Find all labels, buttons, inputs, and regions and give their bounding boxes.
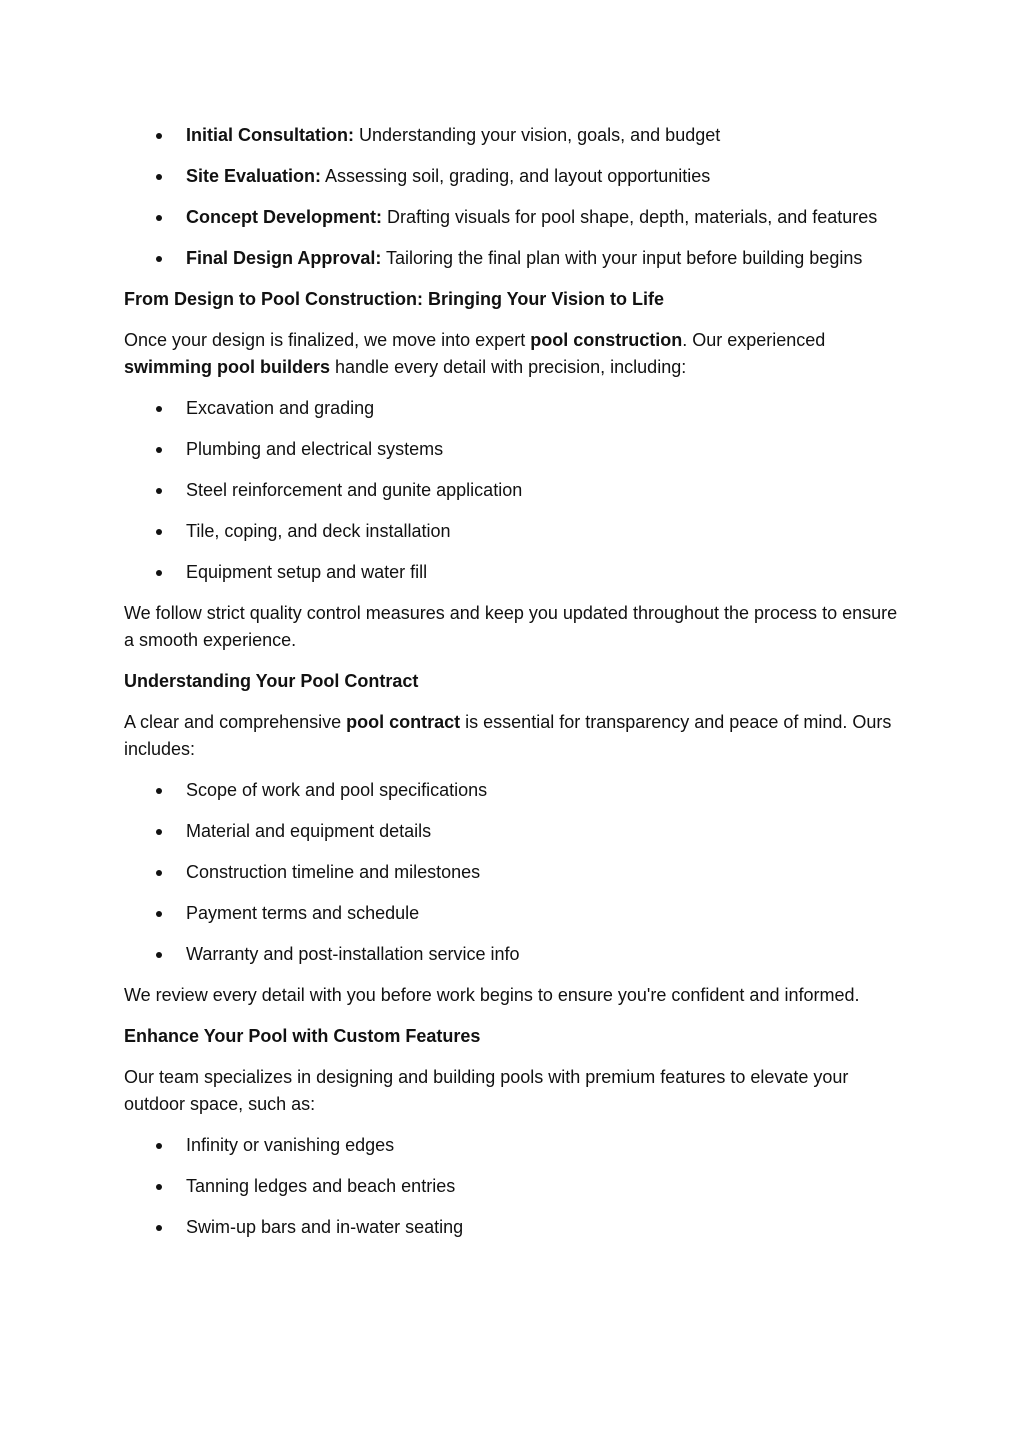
construction-intro-text: handle every detail with precision, including: <box>330 357 687 377</box>
construction-intro <box>124 327 904 381</box>
builders-keyword: swimming pool builders <box>124 357 331 377</box>
list-item <box>124 163 904 190</box>
list-item <box>124 477 904 504</box>
list-item-text: Tanning ledges and beach entries <box>186 1176 456 1196</box>
bullet-icon <box>156 870 162 876</box>
list-item <box>124 1214 904 1241</box>
list-item <box>124 818 904 845</box>
list-item <box>124 1173 904 1200</box>
bullet-icon <box>156 406 162 412</box>
construction-closing: We follow strict quality control measures and keep you updated throughout the process to ensure a smooth experience. <box>124 603 898 650</box>
list-item-text: Excavation and grading <box>186 398 375 418</box>
contract-list <box>124 777 904 968</box>
features-heading: Enhance Your Pool with Custom Features <box>124 1026 481 1046</box>
bullet-icon <box>156 911 162 917</box>
list-item-text: Tailoring the final plan with your input before building begins <box>381 248 863 268</box>
construction-keyword: pool construction <box>530 330 683 350</box>
bullet-icon <box>156 1184 162 1190</box>
list-item-term: Initial Consultation: <box>186 125 354 145</box>
list-item <box>124 204 904 231</box>
list-item <box>124 900 904 927</box>
bullet-icon <box>156 447 162 453</box>
contract-keyword: pool contract <box>346 712 461 732</box>
bullet-icon <box>156 952 162 958</box>
bullet-icon <box>156 1143 162 1149</box>
list-item-text: Steel reinforcement and gunite application <box>186 480 523 500</box>
list-item-text: Understanding your vision, goals, and budget <box>354 125 721 145</box>
list-item-text: Assessing soil, grading, and layout opportunities <box>321 166 711 186</box>
list-item-text: Plumbing and electrical systems <box>186 439 444 459</box>
bullet-icon <box>156 215 162 221</box>
list-item <box>124 941 904 968</box>
bullet-icon <box>156 529 162 535</box>
list-item-term: Concept Development: <box>186 207 383 227</box>
list-item-term: Final Design Approval: <box>186 248 382 268</box>
list-item <box>124 859 904 886</box>
list-item-text: Material and equipment details <box>186 821 432 841</box>
bullet-icon <box>156 488 162 494</box>
contract-heading: Understanding Your Pool Contract <box>124 671 419 691</box>
list-item <box>124 395 904 422</box>
design-steps-list <box>124 122 904 272</box>
list-item-text: Warranty and post-installation service info <box>186 944 520 964</box>
contract-intro-text: A clear and comprehensive <box>124 712 347 732</box>
list-item <box>124 518 904 545</box>
list-item-text: Infinity or vanishing edges <box>186 1135 395 1155</box>
bullet-icon <box>156 1225 162 1231</box>
list-item-term: Site Evaluation: <box>186 166 322 186</box>
bullet-icon <box>156 256 162 262</box>
bullet-icon <box>156 788 162 794</box>
list-item-text: Construction timeline and milestones <box>186 862 481 882</box>
contract-intro-text: is essential for transparency and peace of mind. Ours includes: <box>124 712 892 759</box>
construction-heading: From Design to Pool Construction: Bringing Your Vision to Life <box>124 289 664 309</box>
construction-intro-text: . Our experienced <box>682 330 826 350</box>
list-item <box>124 122 904 149</box>
list-item <box>124 245 904 272</box>
features-list <box>124 1132 904 1241</box>
contract-intro <box>124 709 904 763</box>
list-item-text: Drafting visuals for pool shape, depth, materials, and features <box>382 207 878 227</box>
bullet-icon <box>156 570 162 576</box>
list-item-text: Equipment setup and water fill <box>186 562 428 582</box>
document-page <box>124 122 904 1255</box>
bullet-icon <box>156 174 162 180</box>
bullet-icon <box>156 829 162 835</box>
construction-intro-text: Once your design is finalized, we move into expert <box>124 330 531 350</box>
contract-closing: We review every detail with you before work begins to ensure you're confident and informed. <box>124 985 860 1005</box>
list-item-text: Payment terms and schedule <box>186 903 420 923</box>
list-item-text: Tile, coping, and deck installation <box>186 521 451 541</box>
construction-list <box>124 395 904 586</box>
list-item-text: Scope of work and pool specifications <box>186 780 488 800</box>
list-item-text: Swim-up bars and in-water seating <box>186 1217 464 1237</box>
list-item <box>124 777 904 804</box>
list-item <box>124 436 904 463</box>
list-item <box>124 559 904 586</box>
list-item <box>124 1132 904 1159</box>
features-intro: Our team specializes in designing and building pools with premium features to elevate your outdoor space, such as: <box>124 1067 849 1114</box>
bullet-icon <box>156 133 162 139</box>
